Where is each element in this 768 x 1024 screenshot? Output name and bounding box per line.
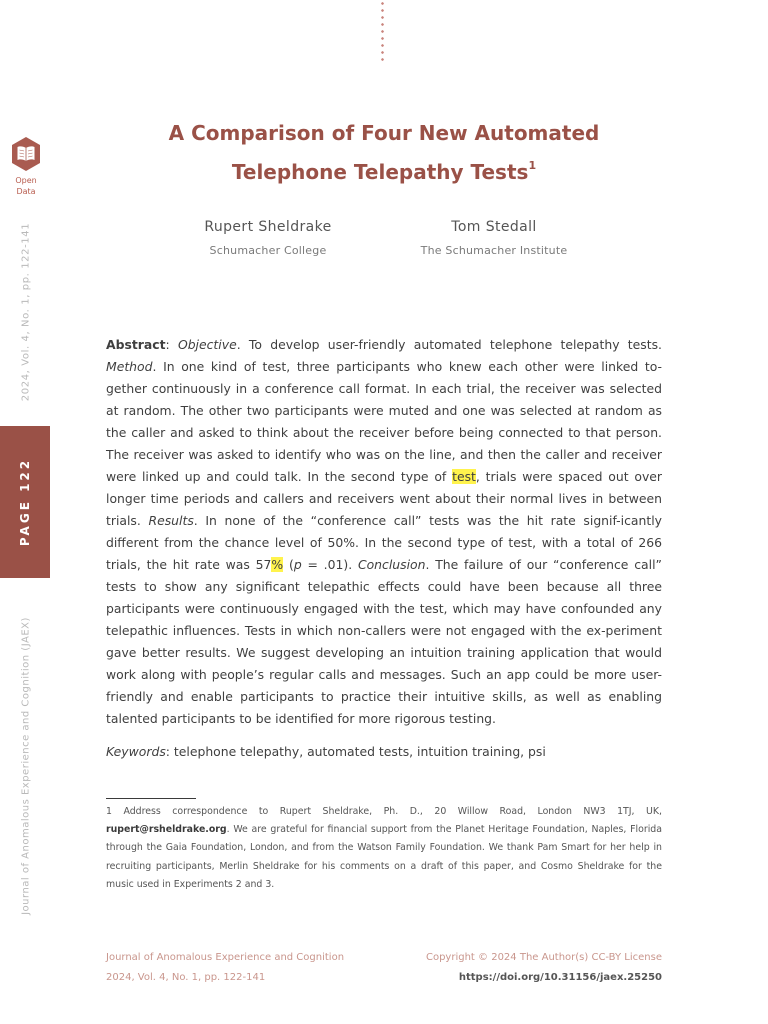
footer-journal-name: Journal of Anomalous Experience and Cognition	[106, 952, 345, 963]
footer-license-info	[426, 948, 662, 988]
footer-copyright: Copyright © 2024 The Author(s) CC-BY License	[425, 952, 662, 963]
method-text-continued: , trials were spaced out over longer time periods and callers and receivers went about their normal lives in between trials.	[106, 469, 662, 528]
objective-label: Objective	[177, 337, 237, 352]
author-name: Tom Stedall	[451, 219, 537, 235]
title-line-2-text: Telephone Telepathy Tests	[231, 160, 529, 184]
keywords-line: Keywords: telephone telepathy, automated tests, intuition training, psi	[106, 744, 546, 759]
footer-journal-info	[106, 948, 344, 988]
footnote	[106, 803, 662, 894]
footnote-text-continued: . We are grateful for financial support from the Planet Heritage Foundation, Naples, Florida through the Gaia Foundation, London, and from the Watson Family Foundation. We thank Pam Smart for her help in recruiting participants, Merlin Sheldrake for his comments on a draft of this paper, and Cosmo Sheldrake for the music used in Experiments 2 and 3.	[106, 824, 662, 890]
results-label: Results	[148, 513, 194, 528]
keywords-text: telephone telepathy, automated tests, intuition training, psi	[173, 744, 546, 759]
doi-link[interactable]: https://doi.org/10.31156/jaex.25250	[458, 972, 662, 983]
p-value-symbol: p	[293, 557, 302, 572]
article-title	[106, 114, 662, 192]
author-block	[384, 217, 604, 259]
search-highlight: test	[452, 469, 476, 484]
author-block	[158, 217, 378, 259]
footer-volume: 2024, Vol. 4, No. 1, pp. 122-141	[106, 972, 266, 983]
conclusion-label: Conclusion	[357, 557, 426, 572]
objective-text: To develop user-friendly automated telephone telepathy tests.	[248, 337, 662, 352]
sidebar-journal-name: Journal of Anomalous Experience and Cognition (JAEX)	[20, 617, 32, 915]
method-text: In one kind of test, three participants who knew each other were linked to-gether continuously in a conference call format. In each trial, the receiver was selected at random. The other two participants were muted and one was selected at random as the caller and asked to think about the receiver before being connected to that person. The receiver was asked to identify who was on the line, and then the caller and receiver were linked up and could talk. In the second type of	[106, 359, 662, 484]
page-number-tab	[0, 426, 50, 578]
keywords-label: Keywords	[106, 744, 166, 759]
sidebar-volume-info: 2024, Vol. 4, No. 1, pp. 122-141	[20, 222, 32, 402]
search-highlight: %	[271, 557, 284, 572]
results-text: In none of the “conference call” tests was the hit rate signif-icantly different from the chance level of 50%. In the second type of test, with a total of 266 trials, the hit rate was 57	[106, 513, 662, 572]
footnote-divider	[106, 798, 196, 799]
title-line-2	[106, 153, 662, 192]
title-line-1: A Comparison of Four New Automated	[168, 121, 600, 145]
open-data-badge[interactable]	[6, 136, 46, 197]
footnote-text: 1 Address correspondence to Rupert Sheldrake, Ph. D., 20 Willow Road, London NW3 1TJ, UK,	[106, 806, 662, 817]
author-affiliation: Schumacher College	[209, 244, 327, 257]
open-data-label: Open Data	[15, 176, 37, 196]
abstract-label: Abstract	[106, 337, 166, 352]
author-affiliation: The Schumacher Institute	[420, 244, 568, 257]
abstract-paragraph: Abstract: Objective. To develop user-friendly automated telephone telepathy tests. Method. In one kind of test, three participants who knew each other were linked to-gether continuously in a conference call format. In each trial, the receiver was selected at random. The other two participants were muted and one was selected at random as the caller and asked to think about the receiver before being connected to that person. The receiver was asked to identify who was on the line, and then the caller and receiver were linked up and could talk. In the second type of test, trials were spaced out over longer time periods and callers and receivers went about their normal lives in between trials. Results. In none of the “conference call” tests was the hit rate signif-icantly different from the chance level of 50%. In the second type of test, with a total of 266 trials, the hit rate was 57% (p = .01). Conclusion. The failure of our “conference call” tests to show any significant telepathic effects could have been because all three participants were continuously engaged with the test, which may have confounded any telepathic influences. Tests in which non-callers were not engaged with the ex-periment gave better results. We suggest developing an intuition training application that would work along with people’s regular calls and messages. Such an app could be more user-friendly and enable participants to practice their intuitive skills, as well as enabling talented participants to be identified for more rigorous testing.	[106, 337, 662, 726]
method-label: Method	[106, 359, 153, 374]
author-name: Rupert Sheldrake	[204, 219, 332, 235]
title-footnote-marker[interactable]: 1	[528, 159, 537, 172]
page-number-label: PAGE 122	[18, 457, 32, 547]
top-dotted-divider	[381, 0, 384, 62]
author-email-link[interactable]: rupert@rsheldrake.org	[106, 824, 227, 836]
conclusion-text: The failure of our “conference call” tests to show any significant telepathic effects could have been because all three participants were continuously engaged with the test, which may have confounded any telepathic influences. Tests in which non-callers were not engaged with the ex-periment gave better results. We suggest developing an intuition training application that would work along with people’s regular calls and messages. Such an app could be more user-friendly and enable participants to practice their intuitive skills, as well as enabling talented participants to be identified for more rigorous testing.	[106, 557, 662, 726]
p-value-open: (	[288, 557, 294, 572]
p-value-text: = .01).	[307, 557, 353, 572]
open-book-icon	[10, 136, 42, 172]
